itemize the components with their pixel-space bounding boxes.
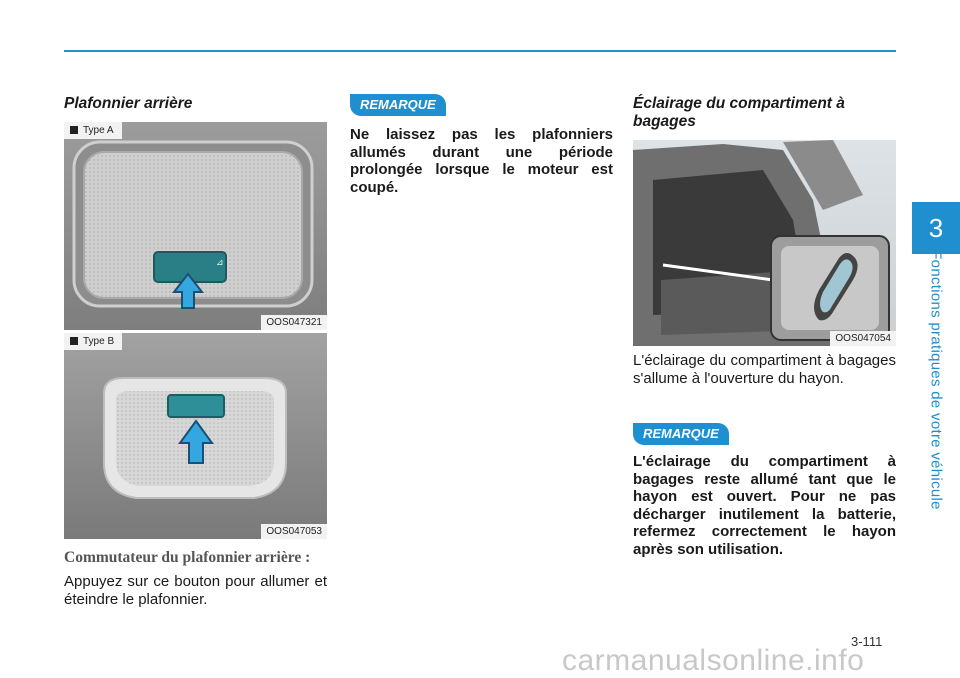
cargo-area-image [633, 140, 896, 346]
chapter-tab [912, 202, 960, 254]
section-heading-cargo-light: Éclairage du compartiment à bagages [633, 95, 845, 130]
page-number: 3-111 [851, 634, 883, 649]
switch-description: Appuyez sur ce bouton pour allumer et éteindre le plafonnier. [64, 573, 327, 608]
figure-cargo-light [633, 140, 896, 346]
svg-text:⊿: ⊿ [216, 258, 224, 268]
top-rule [64, 50, 896, 52]
figure-type-a-label: Type A [64, 122, 122, 139]
figure-type-b-code: OOS047053 [261, 524, 327, 539]
section-heading-rear-light: Plafonnier arrière [64, 95, 193, 112]
remarque-note-1: Ne laissez pas les plafonniers allumés durant une période prolongée lorsque le moteur est coupé. [350, 126, 613, 196]
switch-caption: Commutateur du plafonnier arrière : [64, 549, 311, 566]
figure-type-b [64, 333, 327, 539]
remarque-badge-1: REMARQUE [350, 94, 446, 116]
rear-dome-light-type-a-image [64, 122, 327, 330]
rear-dome-light-type-b-image [64, 333, 327, 539]
watermark[interactable]: carmanualsonline.info [562, 644, 865, 677]
cargo-light-description: L'éclairage du compartiment à bagages s'allume à l'ouverture du hayon. [633, 352, 896, 387]
figure-type-b-label: Type B [64, 333, 122, 350]
figure-cargo-code: OOS047054 [830, 331, 896, 346]
remarque-badge-2: REMARQUE [633, 423, 729, 445]
remarque-note-2: L'éclairage du compartiment à bagages reste allumé tant que le hayon est ouvert. Pour ne pas décharger inutilement la batterie, refermez correctement le hayon après son utilisation. [633, 453, 896, 558]
figure-type-a-code: OOS047321 [261, 315, 327, 330]
chapter-number: 3 [928, 212, 944, 243]
chapter-title: Fonctions pratiques de votre véhicule [927, 250, 945, 510]
figure-type-a [64, 122, 327, 330]
